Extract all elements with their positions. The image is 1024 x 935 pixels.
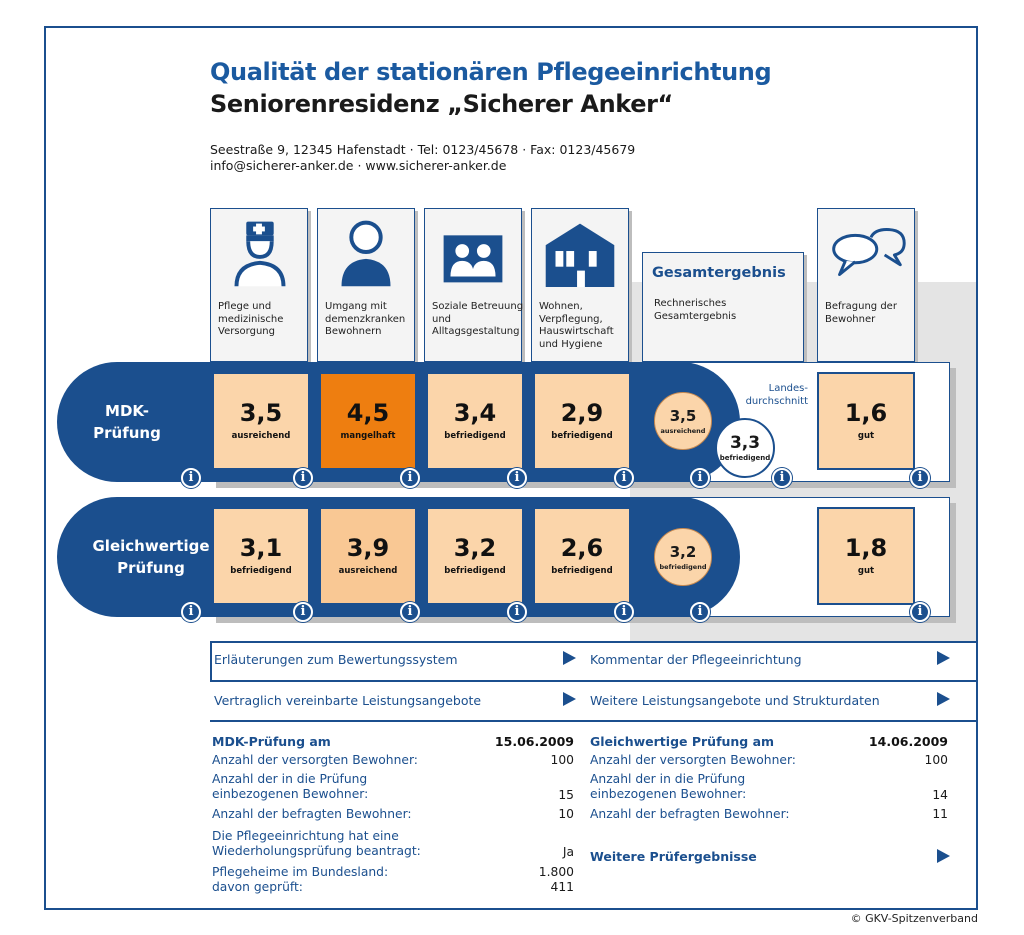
copyright: © GKV-Spitzenverband: [850, 912, 978, 925]
arrow-right-icon[interactable]: [937, 849, 950, 863]
detail-value: 100: [924, 753, 948, 767]
detail-label: Anzahl der versorgten Bewohner:: [590, 753, 796, 767]
detail-value: 100: [550, 753, 574, 767]
info-icon[interactable]: i: [910, 468, 930, 488]
score-value: 2,6: [560, 534, 604, 562]
landes-text: befriedigend: [719, 454, 771, 462]
score-text: gut: [857, 431, 875, 441]
mdk-label-line1: MDK-: [105, 402, 149, 420]
gleich-label-line2: Prüfung: [117, 559, 185, 577]
arrow-right-icon[interactable]: [563, 651, 576, 665]
mdk-label-line2: Prüfung: [93, 424, 161, 442]
score-text: befriedigend: [230, 566, 292, 576]
detail-label: davon geprüft:: [212, 880, 303, 894]
mdk-details-heading: MDK-Prüfung am: [212, 734, 331, 749]
total-value: 3,2: [669, 543, 697, 561]
category-label: Umgang mit demenzkranken Bewohnern: [325, 301, 406, 337]
divider: [210, 680, 976, 682]
mdk-details-date: 15.06.2009: [494, 734, 574, 749]
info-icon[interactable]: i: [690, 602, 710, 622]
divider: [210, 641, 976, 643]
total-value: 3,5: [669, 407, 697, 425]
link-strukturdaten[interactable]: Weitere Leistungsangebote und Strukturdaten: [590, 693, 880, 708]
detail-value: Ja: [562, 845, 574, 859]
info-icon[interactable]: i: [181, 468, 201, 488]
score-text: ausreichend: [338, 566, 398, 576]
landes-circle: [715, 418, 775, 478]
total-score-circle: [654, 528, 712, 586]
score-box: [212, 372, 310, 470]
score-text: ausreichend: [231, 431, 291, 441]
people-icon: [425, 217, 521, 287]
gleich-details-heading: Gleichwertige Prüfung am: [590, 734, 775, 749]
category-label: Wohnen, Verpflegung, Hauswirtschaft und Hygiene: [539, 301, 614, 350]
category-card-pflege: [210, 208, 308, 362]
person-icon: [318, 217, 414, 287]
link-kommentar[interactable]: Kommentar der Pflegeeinrichtung: [590, 652, 802, 667]
total-text: ausreichend: [660, 427, 706, 435]
category-card-soziale: [424, 208, 522, 362]
score-text: befriedigend: [444, 566, 506, 576]
detail-label: Anzahl der versorgten Bewohner:: [212, 753, 418, 767]
arrow-right-icon[interactable]: [563, 692, 576, 706]
detail-label: Pflegeheime im Bundesland:: [212, 865, 389, 879]
detail-label: Anzahl der befragten Bewohner:: [212, 807, 412, 821]
info-icon[interactable]: i: [507, 602, 527, 622]
score-box: [319, 372, 417, 470]
gesamtergebnis-heading: Gesamtergebnis: [652, 265, 786, 281]
score-box: [426, 507, 524, 605]
landes-label: Landes-durchschnitt: [745, 383, 808, 407]
gleich-details-date: 14.06.2009: [868, 734, 948, 749]
score-box: [533, 507, 631, 605]
link-erlaeuterungen[interactable]: Erläuterungen zum Bewertungssystem: [214, 652, 458, 667]
detail-label: Anzahl der in die Prüfung einbezogenen Bewohner:: [212, 772, 369, 801]
score-value: 4,5: [346, 399, 390, 427]
nurse-icon: [211, 217, 307, 287]
total-score-circle: [654, 392, 712, 450]
detail-label: Anzahl der in die Prüfung einbezogenen Bewohner:: [590, 772, 747, 801]
facility-name: Seniorenresidenz „Sicherer Anker“: [210, 90, 673, 118]
detail-label: Anzahl der befragten Bewohner:: [590, 807, 790, 821]
category-card-wohnen: [531, 208, 629, 362]
info-icon[interactable]: i: [507, 468, 527, 488]
score-text: gut: [857, 566, 875, 576]
score-value: 3,1: [239, 534, 283, 562]
link-weitere-pruefergebnisse[interactable]: Weitere Prüfergebnisse: [590, 849, 757, 864]
divider: [210, 720, 976, 722]
score-text: mangelhaft: [340, 431, 396, 441]
score-box: [319, 507, 417, 605]
detail-value: 10: [558, 807, 574, 821]
score-text: befriedigend: [551, 566, 613, 576]
befragung-score-box: [817, 372, 915, 470]
divider: [210, 642, 212, 682]
score-value: 3,5: [239, 399, 283, 427]
befragung-label: Befragung der Bewohner: [825, 301, 897, 325]
score-text: befriedigend: [444, 431, 506, 441]
score-box: [533, 372, 631, 470]
score-value: 3,9: [346, 534, 390, 562]
contact-line: info@sicherer-anker.de · www.sicherer-anker.de: [210, 158, 507, 173]
detail-value: 11: [932, 807, 948, 821]
category-label: Soziale Betreuung und Alltagsgestaltung: [432, 301, 524, 337]
info-icon[interactable]: i: [772, 468, 792, 488]
arrow-right-icon[interactable]: [937, 692, 950, 706]
score-box: [426, 372, 524, 470]
score-value: 3,2: [453, 534, 497, 562]
house-icon: [532, 217, 628, 287]
gleich-label-line1: Gleichwertige: [92, 537, 210, 555]
score-box: [212, 507, 310, 605]
category-label: Pflege und medizinische Versorgung: [218, 301, 284, 337]
score-value: 3,4: [453, 399, 497, 427]
info-icon[interactable]: i: [400, 468, 420, 488]
info-icon[interactable]: i: [293, 602, 313, 622]
befragung-score-box: [817, 507, 915, 605]
gesamtergebnis-card: [642, 252, 804, 362]
arrow-right-icon[interactable]: [937, 651, 950, 665]
speech-bubbles-icon: [818, 217, 914, 287]
total-text: befriedigend: [659, 563, 707, 571]
befragung-card: [817, 208, 915, 362]
gesamtergebnis-sub: Rechnerisches Gesamtergebnis: [654, 298, 737, 322]
detail-value: 1.800: [538, 865, 574, 879]
score-value: 1,8: [844, 534, 888, 562]
landes-value: 3,3: [729, 433, 761, 453]
detail-value: 14: [932, 788, 948, 802]
info-icon[interactable]: i: [614, 468, 634, 488]
detail-value: 411: [550, 880, 574, 894]
detail-label: Die Pflegeeinrichtung hat eine Wiederholungsprüfung beantragt:: [212, 829, 421, 858]
info-icon[interactable]: i: [910, 602, 930, 622]
detail-value: 15: [558, 788, 574, 802]
category-card-demenz: [317, 208, 415, 362]
info-icon[interactable]: i: [400, 602, 420, 622]
address-line: Seestraße 9, 12345 Hafenstadt · Tel: 0123/45678 · Fax: 0123/45679: [210, 142, 636, 157]
link-leistungsangebote[interactable]: Vertraglich vereinbarte Leistungsangebote: [214, 693, 482, 708]
info-icon[interactable]: i: [690, 468, 710, 488]
page-title: Qualität der stationären Pflegeeinrichtung: [210, 58, 772, 86]
info-icon[interactable]: i: [614, 602, 634, 622]
info-icon[interactable]: i: [181, 602, 201, 622]
score-value: 1,6: [844, 399, 888, 427]
score-text: befriedigend: [551, 431, 613, 441]
score-value: 2,9: [560, 399, 604, 427]
info-icon[interactable]: i: [293, 468, 313, 488]
